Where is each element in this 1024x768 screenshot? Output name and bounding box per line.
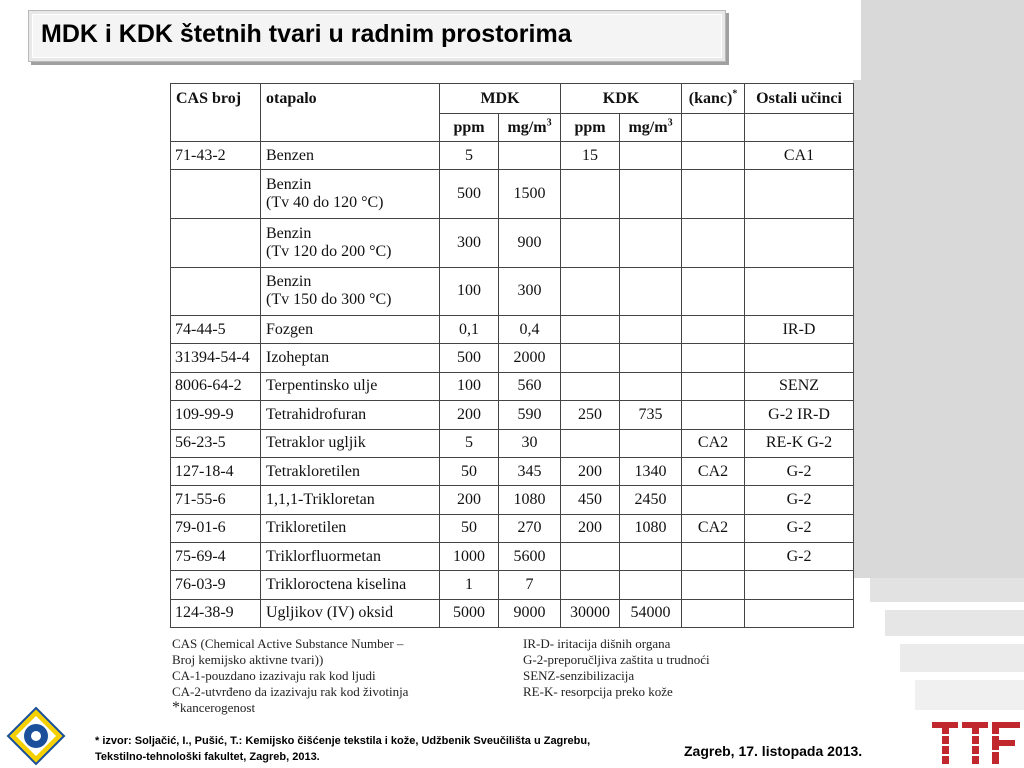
- cell-mdk-ppm: 100: [440, 372, 499, 400]
- unit-mdk-mg: $mg/m^3$: [499, 114, 561, 142]
- table-row: [171, 542, 854, 570]
- cell-name: Terpentinsko ulje: [261, 372, 440, 400]
- cell-kanc: CA2: [682, 457, 745, 485]
- cell-kanc: [682, 218, 745, 267]
- cell-mdk-ppm: 1: [440, 571, 499, 599]
- cell-kdk-ppm: [561, 542, 620, 570]
- cell-other: CA1: [745, 142, 854, 170]
- table-row: [171, 170, 854, 219]
- cell-name: 1,1,1-Trikloretan: [261, 486, 440, 514]
- cell-mdk-ppm: 50: [440, 457, 499, 485]
- cell-mdk-mg: 30: [499, 429, 561, 457]
- cell-kdk-mg: [620, 142, 682, 170]
- cell-cas: 71-55-6: [171, 486, 261, 514]
- cell-kdk-mg: 1340: [620, 457, 682, 485]
- cell-other: [745, 170, 854, 219]
- cell-mdk-ppm: 500: [440, 344, 499, 372]
- cell-kdk-ppm: [561, 218, 620, 267]
- cell-mdk-ppm: 300: [440, 218, 499, 267]
- legend-line: RE-K- resorpcija preko kože: [523, 684, 673, 699]
- legend-line: IR-D- iritacija dišnih organa: [523, 636, 671, 651]
- cell-mdk-mg: 300: [499, 267, 561, 316]
- cell-mdk-ppm: 500: [440, 170, 499, 219]
- cell-mdk-ppm: 50: [440, 514, 499, 542]
- table-container: [170, 83, 853, 628]
- cell-cas: 75-69-4: [171, 542, 261, 570]
- table-row: [171, 267, 854, 316]
- page-title: MDK i KDK štetnih tvari u radnim prostorima: [41, 20, 572, 48]
- header-solvent: otapalo: [261, 84, 440, 142]
- cell-kdk-mg: [620, 316, 682, 344]
- cell-other: [745, 267, 854, 316]
- legend-line: Broj kemijsko aktivne tvari)): [172, 652, 324, 667]
- table-header-row: [171, 84, 854, 114]
- cell-kanc: [682, 401, 745, 429]
- cell-other: RE-K G-2: [745, 429, 854, 457]
- cell-mdk-mg: 9000: [499, 599, 561, 627]
- table-body: [171, 142, 854, 628]
- cell-kanc: [682, 372, 745, 400]
- cell-kanc: [682, 486, 745, 514]
- cell-kanc: CA2: [682, 429, 745, 457]
- table-row: [171, 599, 854, 627]
- cell-mdk-mg: 900: [499, 218, 561, 267]
- cell-other: [745, 599, 854, 627]
- cell-kdk-mg: 1080: [620, 514, 682, 542]
- cell-kdk-ppm: 200: [561, 457, 620, 485]
- unit-kdk-mg: $mg/m^3$: [620, 114, 682, 142]
- cell-mdk-mg: 2000: [499, 344, 561, 372]
- limits-table: [170, 83, 854, 628]
- cell-kdk-mg: 54000: [620, 599, 682, 627]
- header-kanc: (kanc)*: [682, 84, 745, 114]
- cell-name: Benzen: [261, 142, 440, 170]
- legend-star-line: *kancerogenost: [172, 699, 256, 716]
- legend-line: CAS (Chemical Active Substance Number –: [172, 636, 404, 651]
- legend-line: SENZ-senzibilizacija: [523, 668, 635, 683]
- legend-line: G-2-preporučljiva zaštita u trudnoći: [523, 652, 710, 667]
- ttf-logo: [930, 720, 1022, 766]
- cell-mdk-mg: 5600: [499, 542, 561, 570]
- table-row: [171, 514, 854, 542]
- title-box: [28, 10, 726, 62]
- header-cas: CAS broj: [171, 84, 261, 142]
- cell-kdk-mg: 735: [620, 401, 682, 429]
- cell-mdk-ppm: 200: [440, 486, 499, 514]
- cell-mdk-mg: 0,4: [499, 316, 561, 344]
- cell-mdk-mg: 345: [499, 457, 561, 485]
- cell-kdk-ppm: 15: [561, 142, 620, 170]
- cell-name: Trikloroctena kiselina: [261, 571, 440, 599]
- table-row: [171, 372, 854, 400]
- cell-name: Triklorfluormetan: [261, 542, 440, 570]
- footer-date: Zagreb, 17. listopada 2013.: [684, 743, 863, 759]
- unit-mdk-ppm: ppm: [440, 114, 499, 142]
- cell-cas: 71-43-2: [171, 142, 261, 170]
- cell-other: G-2 IR-D: [745, 401, 854, 429]
- table-row: [171, 218, 854, 267]
- cell-kdk-mg: [620, 170, 682, 219]
- cell-kdk-ppm: 30000: [561, 599, 620, 627]
- cell-name: Fozgen: [261, 316, 440, 344]
- cell-cas: 76-03-9: [171, 571, 261, 599]
- cell-other: IR-D: [745, 316, 854, 344]
- cell-kdk-ppm: [561, 170, 620, 219]
- cell-other: SENZ: [745, 372, 854, 400]
- cell-kanc: [682, 170, 745, 219]
- cell-kanc: [682, 542, 745, 570]
- cell-cas: 127-18-4: [171, 457, 261, 485]
- table-row: [171, 401, 854, 429]
- cell-kdk-ppm: [561, 316, 620, 344]
- cell-other: [745, 571, 854, 599]
- cell-kdk-ppm: [561, 571, 620, 599]
- cell-mdk-mg: 590: [499, 401, 561, 429]
- cell-kdk-mg: [620, 372, 682, 400]
- cell-kdk-mg: [620, 267, 682, 316]
- cell-cas: [171, 218, 261, 267]
- cell-mdk-mg: 1080: [499, 486, 561, 514]
- table-row: [171, 486, 854, 514]
- table-row: [171, 571, 854, 599]
- cell-kdk-mg: [620, 218, 682, 267]
- cell-mdk-mg: 7: [499, 571, 561, 599]
- cell-other: [745, 344, 854, 372]
- cell-other: G-2: [745, 486, 854, 514]
- unit-kdk-ppm: ppm: [561, 114, 620, 142]
- cell-other: G-2: [745, 514, 854, 542]
- header-other: Ostali učinci: [745, 84, 854, 114]
- cell-cas: 31394-54-4: [171, 344, 261, 372]
- cell-name: Trikloretilen: [261, 514, 440, 542]
- cell-kdk-ppm: 450: [561, 486, 620, 514]
- cell-kdk-ppm: [561, 267, 620, 316]
- cell-other: G-2: [745, 457, 854, 485]
- cell-name: Benzin (Tv 150 do 300 °C): [261, 267, 440, 316]
- cell-kdk-mg: [620, 429, 682, 457]
- cell-kdk-ppm: [561, 344, 620, 372]
- cell-kdk-ppm: [561, 372, 620, 400]
- cell-cas: 8006-64-2: [171, 372, 261, 400]
- cell-kdk-mg: 2450: [620, 486, 682, 514]
- cell-cas: [171, 267, 261, 316]
- cell-kdk-mg: [620, 344, 682, 372]
- legend-line: CA-2-utvrđeno da izazivaju rak kod životinja: [172, 684, 409, 699]
- cell-name: Benzin (Tv 120 do 200 °C): [261, 218, 440, 267]
- cell-kdk-ppm: [561, 429, 620, 457]
- cell-other: G-2: [745, 542, 854, 570]
- legend-line: CA-1-pouzdano izazivaju rak kod ljudi: [172, 668, 376, 683]
- cell-kanc: [682, 316, 745, 344]
- cell-mdk-ppm: 5: [440, 142, 499, 170]
- cell-mdk-ppm: 200: [440, 401, 499, 429]
- source-note: * izvor: Soljačić, I., Pušić, T.: Kemijsko čišćenje tekstila i kože, Udžbenik Sveučilišta u Zagrebu, Tekstilno-tehnološki fakultet, Zagreb, 2013.: [95, 735, 591, 763]
- cell-name: Tetrahidrofuran: [261, 401, 440, 429]
- cell-cas: 109-99-9: [171, 401, 261, 429]
- cell-cas: 124-38-9: [171, 599, 261, 627]
- cell-name: Tetrakloretilen: [261, 457, 440, 485]
- cell-mdk-mg: 560: [499, 372, 561, 400]
- cell-kdk-mg: [620, 571, 682, 599]
- cell-cas: [171, 170, 261, 219]
- table-row: [171, 429, 854, 457]
- university-logo-icon: [6, 706, 66, 766]
- legend-right: [523, 636, 710, 700]
- cell-kanc: [682, 571, 745, 599]
- cell-mdk-ppm: 100: [440, 267, 499, 316]
- table-row: [171, 457, 854, 485]
- table-row: [171, 316, 854, 344]
- cell-name: Ugljikov (IV) oksid: [261, 599, 440, 627]
- header-mdk: MDK: [440, 84, 561, 114]
- cell-kanc: [682, 599, 745, 627]
- cell-mdk-ppm: 1000: [440, 542, 499, 570]
- cell-mdk-ppm: 0,1: [440, 316, 499, 344]
- cell-kanc: [682, 344, 745, 372]
- table-row: [171, 344, 854, 372]
- legend-left: [172, 636, 408, 716]
- cell-mdk-mg: 270: [499, 514, 561, 542]
- cell-name: Tetraklor ugljik: [261, 429, 440, 457]
- cell-kanc: [682, 142, 745, 170]
- cell-kanc: CA2: [682, 514, 745, 542]
- header-kdk: KDK: [561, 84, 682, 114]
- cell-kdk-ppm: 200: [561, 514, 620, 542]
- cell-other: [745, 218, 854, 267]
- cell-cas: 74-44-5: [171, 316, 261, 344]
- cell-mdk-ppm: 5: [440, 429, 499, 457]
- cell-mdk-mg: [499, 142, 561, 170]
- cell-kdk-ppm: 250: [561, 401, 620, 429]
- cell-name: Izoheptan: [261, 344, 440, 372]
- cell-kdk-mg: [620, 542, 682, 570]
- cell-mdk-ppm: 5000: [440, 599, 499, 627]
- cell-cas: 79-01-6: [171, 514, 261, 542]
- cell-kanc: [682, 267, 745, 316]
- table-row: [171, 142, 854, 170]
- cell-name: Benzin (Tv 40 do 120 °C): [261, 170, 440, 219]
- cell-cas: 56-23-5: [171, 429, 261, 457]
- cell-mdk-mg: 1500: [499, 170, 561, 219]
